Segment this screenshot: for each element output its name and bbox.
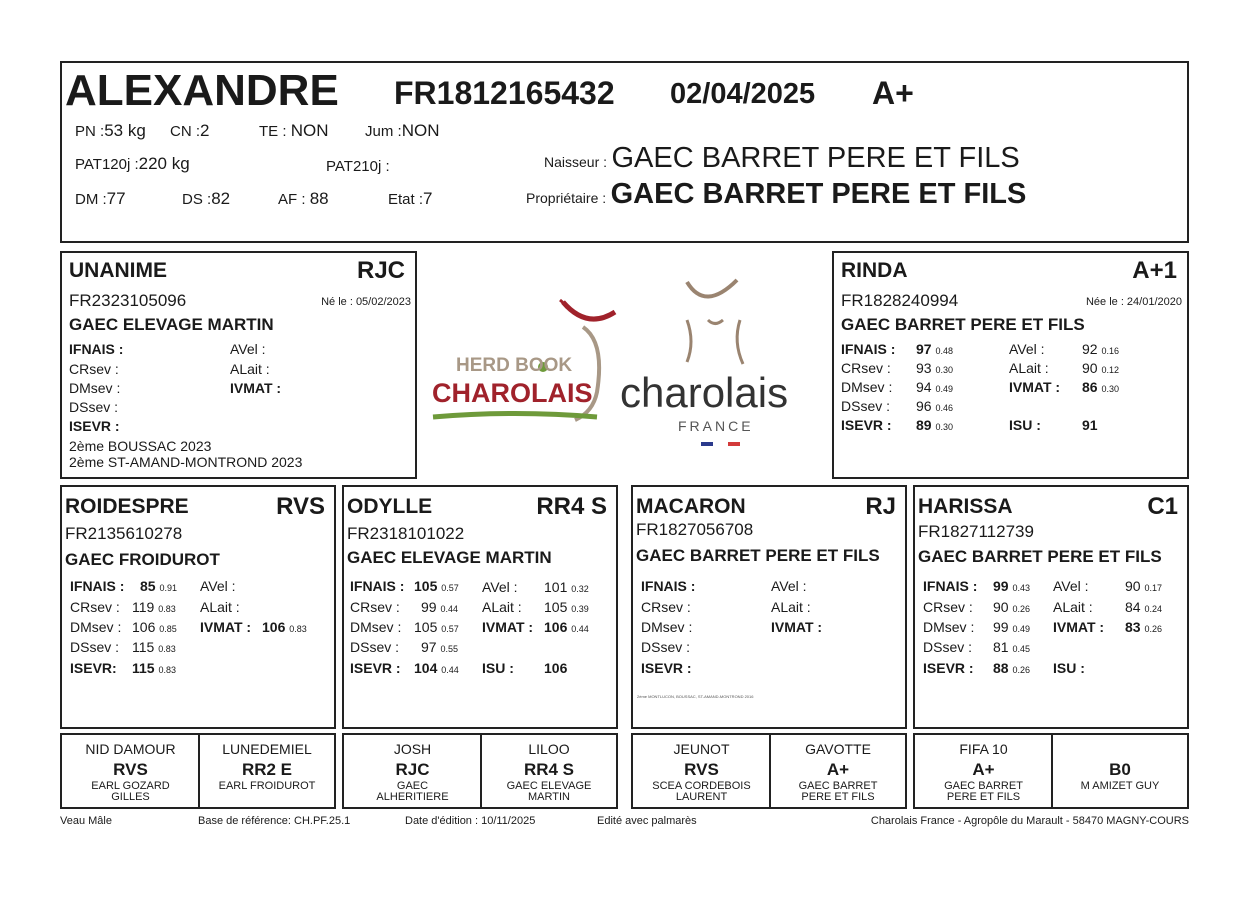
animal-date: 02/04/2025 (670, 78, 816, 110)
animal-name: ALEXANDRE (65, 66, 339, 115)
pn-field: PN :53 kg (75, 121, 146, 140)
herd-book-text: HERD BOOK (456, 355, 573, 376)
af-field: AF : 88 (278, 189, 329, 208)
charolais-big-text: charolais (620, 369, 789, 416)
sire-born: Né le : 05/02/2023 (321, 296, 411, 308)
ancestor-cell: FIFA 10 A+ GAEC BARRET PERE ET FILS (944, 741, 1023, 803)
ancestor-cell: JEUNOT RVS SCEA CORDEBOIS LAURENT (652, 741, 751, 803)
footer-edit-date: Date d'édition : 10/11/2025 (405, 815, 536, 827)
ancestor-group-2 (342, 733, 618, 809)
ancestor-cell: LILOO RR4 S GAEC ELEVAGE MARTIN (506, 741, 592, 803)
sire-id: FR2323105096 (69, 291, 187, 310)
animal-header (60, 61, 1189, 243)
dam-card: RINDA A+1 FR1828240994 Née le : 24/01/2020 GAEC BARRET PERE ET FILS IFNAIS : 97 0.48 CRsev : 93 0.30 DMsev : 94 0.49 DSsev : 96 0.46 ISEVR : 89 0.30 AVel : 92 0.16 ALait : 90 0.12 IVMAT : 86 0.30 ISU : 91 (832, 251, 1189, 479)
ancestor-group-1 (60, 733, 336, 809)
grandparent-card-1: ROIDESPRE RVS FR2135610278 GAEC FROIDUROT IFNAIS : 85 0.91 CRsev : 119 0.83 DMsev : 106 0.85 DSsev : 115 0.83 ISEVR: 115 0.83 AVel : ALait : IVMAT : 106 0.83 (60, 485, 336, 729)
dam-owner: GAEC BARRET PERE ET FILS (841, 315, 1085, 334)
breeder-field: Naisseur : GAEC BARRET PERE ET FILS (544, 142, 1020, 174)
grandparent-card-4: HARISSA C1 FR1827112739 GAEC BARRET PERE ET FILS IFNAIS : 99 0.43 CRsev : 90 0.26 DMsev : 99 0.49 DSsev : 81 0.45 ISEVR : 88 0.26 AVel : 90 0.17 ALait : 84 0.24 IVMAT : 83 0.26 ISU : (913, 485, 1189, 729)
sire-owner: GAEC ELEVAGE MARTIN (69, 315, 274, 334)
ancestor-cell: GAVOTTE A+ GAEC BARRET PERE ET FILS (798, 741, 878, 803)
ancestor-cell: B0 M AMIZET GUY (1080, 760, 1160, 792)
sire-grade: RJC (356, 257, 405, 284)
charolais-red-text: CHAROLAIS (432, 378, 593, 408)
ancestor-group-4 (913, 733, 1189, 809)
cn-field: CN :2 (170, 121, 210, 140)
sire-award-2: 2ème ST-AMAND-MONTROND 2023 (69, 454, 303, 470)
ancestor-cell: JOSH RJC GAEC ALHERITIERE (376, 741, 449, 803)
dm-field: DM :77 (75, 189, 126, 208)
grandparent-card-3: MACARON RJ FR1827056708 GAEC BARRET PERE ET FILS IFNAIS : CRsev : DMsev : DSsev : ISEVR : AVel : ALait : IVMAT : 2ème MONTLUCON, BOUSSAC, ST-AMAND-MONTROND 2016 (631, 485, 907, 729)
animal-grade: A+ (872, 75, 914, 111)
pat210-field: PAT210j : (326, 158, 390, 175)
herd-book-logo (425, 272, 825, 457)
te-field: TE : NON (259, 121, 329, 140)
etat-field: Etat :7 (388, 189, 433, 208)
ancestor-group-3 (631, 733, 907, 809)
animal-id: FR1812165432 (394, 75, 615, 111)
footer-palmares: Edité avec palmarès (597, 815, 697, 827)
dam-name: RINDA (841, 259, 908, 282)
sire-award-1: 2ème BOUSSAC 2023 (69, 438, 212, 454)
grandparent-card-2: ODYLLE RR4 S FR2318101022 GAEC ELEVAGE MARTIN IFNAIS : 105 0.57 CRsev : 99 0.44 DMsev : 105 0.57 DSsev : 97 0.55 ISEVR : 104 0.44 AVel : 101 0.32 ALait : 105 0.39 IVMAT : 106 0.44 ISU : 106 (342, 485, 618, 729)
ancestor-cell: NID DAMOUR RVS EARL GOZARD GILLES (85, 741, 176, 803)
owner-name: GAEC BARRET PERE ET FILS (610, 178, 1027, 210)
footer-base: Base de référence: CH.PF.25.1 (198, 815, 351, 827)
ancestor-cell: LUNEDEMIEL RR2 E EARL FROIDUROT (218, 741, 316, 792)
owner-field: Propriétaire : GAEC BARRET PERE ET FILS (526, 178, 1027, 210)
footer-address: Charolais France - Agropôle du Marault - 58470 MAGNY-COURS (870, 815, 1189, 827)
ds-field: DS :82 (182, 189, 231, 208)
footer-sex: Veau Mâle (60, 815, 112, 827)
grandparent-note: 2ème MONTLUCON, BOUSSAC, ST-AMAND-MONTROND 2016 (637, 694, 754, 699)
sire-card: UNANIME RJC FR2323105096 Né le : 05/02/2023 GAEC ELEVAGE MARTIN IFNAIS : CRsev : DMsev : DSsev : ISEVR : AVel : ALait : IVMAT : 2ème BOUSSAC 2023 2ème ST-AMAND-MONTROND 2023 (60, 251, 417, 479)
breeder-name: GAEC BARRET PERE ET FILS (611, 142, 1020, 174)
dam-born: Née le : 24/01/2020 (1085, 296, 1182, 308)
france-text: FRANCE (678, 418, 754, 434)
pat120-field: PAT120j :220 kg (75, 154, 190, 173)
jum-field: Jum :NON (365, 121, 440, 140)
sire-name: UNANIME (69, 259, 167, 282)
dam-grade: A+1 (1132, 257, 1177, 284)
dam-id: FR1828240994 (841, 291, 959, 310)
